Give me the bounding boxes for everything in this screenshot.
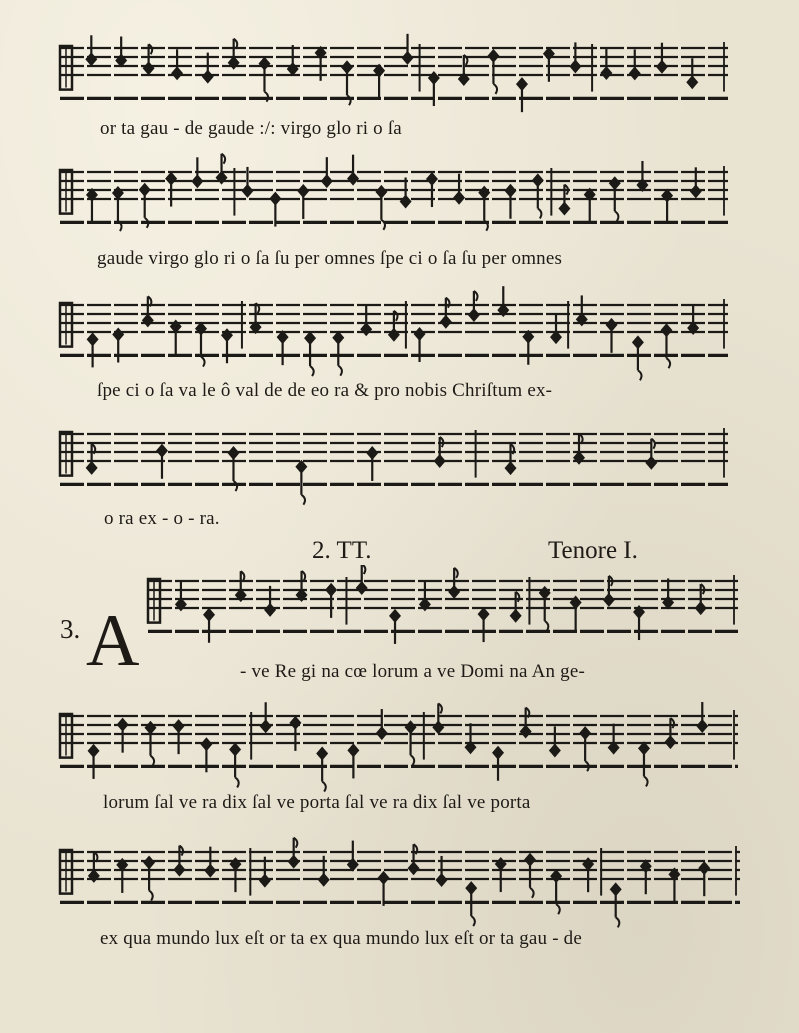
note-glyph — [419, 580, 431, 611]
staff-system-7 — [0, 828, 799, 968]
voice-name: Tenore I. — [548, 537, 638, 564]
staff-system-6 — [0, 700, 799, 820]
note-glyph — [347, 841, 359, 872]
note-glyph — [87, 332, 99, 367]
note-glyph — [505, 444, 517, 475]
initial-letter: A — [86, 600, 140, 682]
note-glyph — [579, 726, 591, 771]
note-glyph — [112, 186, 124, 231]
note-glyph — [175, 580, 187, 611]
note-glyph — [603, 576, 615, 607]
note-glyph — [173, 719, 185, 754]
lyric-line: lorum ſal ve ra dix ſal ve porta ſal ve ra dix ſal ve porta — [103, 792, 531, 813]
note-glyph — [296, 571, 308, 602]
note-glyph — [258, 57, 270, 102]
lyric-line: or ta gau - de gaude :/: virgo glo ri o ſa — [100, 118, 402, 139]
note-glyph — [532, 173, 544, 218]
note-glyph — [606, 318, 618, 353]
note-glyph — [458, 55, 470, 86]
note-glyph — [608, 724, 620, 755]
note-glyph — [570, 596, 582, 631]
note-glyph — [366, 446, 378, 481]
staff-system-1 — [0, 30, 799, 150]
lyric-line: - ve Re gi na cœ lorum a ve Domi na An ge- — [240, 661, 586, 682]
staff-system-3 — [0, 285, 799, 410]
note-glyph — [550, 869, 562, 914]
note-glyph — [516, 77, 528, 112]
note-glyph — [687, 304, 699, 335]
note-glyph — [260, 702, 272, 733]
note-glyph — [497, 286, 509, 317]
note-glyph — [448, 568, 460, 599]
note-glyph — [400, 177, 412, 208]
note-glyph — [170, 319, 182, 354]
note-glyph — [504, 184, 516, 219]
note-glyph — [229, 857, 241, 892]
staff-system-4 — [0, 420, 799, 535]
note-glyph — [478, 607, 490, 642]
note-glyph — [668, 867, 680, 902]
note-glyph — [297, 184, 309, 219]
note-glyph — [640, 859, 652, 894]
note-glyph — [487, 49, 499, 94]
note-glyph — [116, 858, 128, 893]
note-glyph — [389, 609, 401, 644]
note-glyph — [636, 161, 648, 192]
note-glyph — [388, 311, 400, 342]
note-glyph — [550, 313, 562, 344]
note-glyph — [524, 853, 536, 898]
note-glyph — [495, 857, 507, 892]
note-glyph — [686, 58, 698, 89]
note-glyph — [522, 330, 534, 365]
note-glyph — [428, 71, 440, 106]
note-glyph — [432, 703, 444, 734]
note-glyph — [632, 335, 644, 380]
note-glyph — [332, 331, 344, 376]
note-glyph — [112, 328, 124, 363]
note-glyph — [584, 188, 596, 223]
note-glyph — [235, 571, 247, 602]
note-glyph — [582, 857, 594, 892]
note-glyph — [325, 583, 337, 618]
staff-system-2 — [0, 150, 799, 280]
note-glyph — [203, 608, 215, 643]
note-glyph — [85, 35, 97, 66]
note-glyph — [316, 747, 328, 792]
note-glyph — [660, 323, 672, 368]
piece-number: 3. — [60, 614, 81, 644]
note-glyph — [347, 743, 359, 778]
staff-system-5 — [0, 565, 799, 690]
note-glyph — [250, 303, 262, 334]
note-glyph — [88, 744, 100, 779]
note-glyph — [304, 331, 316, 376]
note-glyph — [277, 330, 289, 365]
note-glyph — [373, 64, 385, 99]
lyric-line: ex qua mundo lux eſt or ta ex qua mundo lux eſt or ta gau - de — [100, 928, 583, 949]
note-glyph — [638, 741, 650, 786]
note-glyph — [465, 723, 477, 754]
note-glyph — [295, 460, 307, 505]
note-glyph — [468, 291, 480, 322]
note-glyph — [610, 882, 622, 927]
voice-number: 2. TT. — [312, 537, 372, 564]
note-glyph — [287, 45, 299, 76]
note-glyph — [402, 34, 414, 65]
note-glyph — [221, 328, 233, 363]
lyric-line: o ra ex - o - ra. — [104, 508, 220, 529]
note-glyph — [195, 322, 207, 367]
note-glyph — [117, 718, 129, 753]
note-glyph — [86, 444, 98, 475]
note-glyph — [543, 47, 555, 82]
lyric-line: ſpe ci o ſa va le ô val de de eo ra & pro nobis Chriſtum ex- — [97, 380, 553, 401]
lyric-line: gaude virgo glo ri o ſa ſu per omnes ſpe ci o ſa ſu per omnes — [97, 248, 563, 269]
note-glyph — [661, 189, 673, 224]
note-glyph — [115, 37, 127, 68]
note-glyph — [696, 702, 708, 733]
note-glyph — [86, 188, 98, 223]
note-glyph — [288, 838, 300, 869]
note-glyph — [662, 578, 674, 609]
note-glyph — [633, 605, 645, 640]
note-glyph — [576, 295, 588, 326]
note-glyph — [378, 871, 390, 906]
note-glyph — [492, 746, 504, 781]
